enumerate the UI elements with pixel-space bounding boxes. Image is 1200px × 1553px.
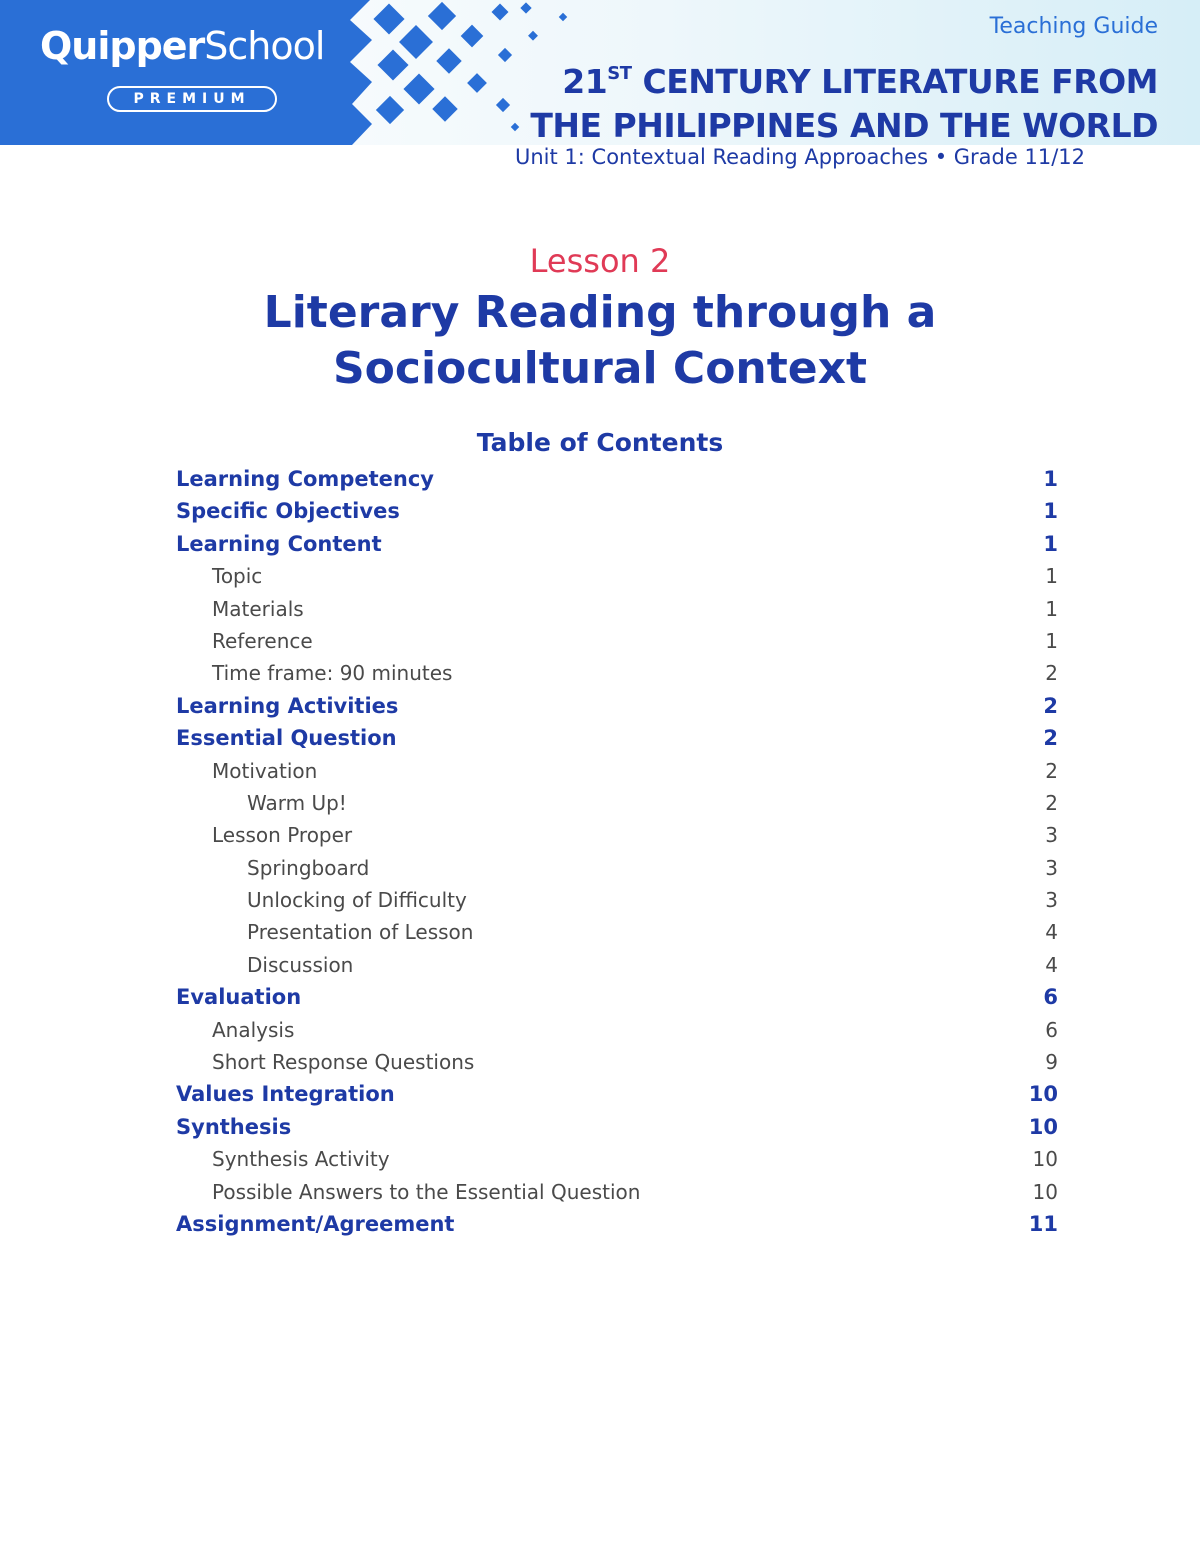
toc-entry-title: Discussion bbox=[247, 952, 354, 977]
toc-entry-title: Motivation bbox=[212, 758, 318, 783]
toc-entry-title: Synthesis bbox=[176, 1114, 292, 1139]
course-title bbox=[530, 52, 1158, 148]
quipper-school-logo bbox=[40, 24, 324, 68]
toc-entry-page: 3 bbox=[1045, 855, 1058, 880]
toc-entry[interactable] bbox=[176, 916, 1058, 948]
toc-entry-title: Essential Question bbox=[176, 726, 397, 751]
premium-badge: PREMIUM bbox=[107, 86, 277, 112]
toc-entry-page: 11 bbox=[1028, 1211, 1058, 1236]
toc-entry-title: Evaluation bbox=[176, 985, 302, 1010]
toc-entry[interactable] bbox=[176, 463, 1058, 495]
lesson-number: Lesson 2 bbox=[529, 242, 671, 280]
toc-entry-page: 10 bbox=[1028, 1114, 1058, 1139]
toc-entry[interactable] bbox=[176, 819, 1058, 851]
toc-entry[interactable] bbox=[176, 495, 1058, 527]
page-header bbox=[0, 0, 1200, 145]
toc-entry-page: 9 bbox=[1045, 1050, 1058, 1075]
toc-entry-title: Reference bbox=[212, 628, 313, 653]
toc-entry-page: 1 bbox=[1045, 596, 1058, 621]
toc-entry-title: Analysis bbox=[212, 1017, 295, 1042]
toc-entry[interactable] bbox=[176, 690, 1058, 722]
toc-entry[interactable] bbox=[176, 560, 1058, 592]
toc-entry-title: Topic bbox=[212, 564, 263, 589]
lesson-title-line1: Literary Reading through a bbox=[263, 287, 937, 338]
toc-entry-page: 3 bbox=[1045, 823, 1058, 848]
toc-entry[interactable] bbox=[176, 1208, 1058, 1240]
toc-entry-page: 2 bbox=[1045, 661, 1058, 686]
toc-entry-page: 10 bbox=[1032, 1179, 1058, 1204]
toc-entry-title: Learning Activities bbox=[176, 693, 399, 718]
toc-entry[interactable] bbox=[176, 1014, 1058, 1046]
toc-entry-title: Time frame: 90 minutes bbox=[212, 661, 453, 686]
teaching-guide-label: Teaching Guide bbox=[989, 14, 1158, 39]
toc-entry-title: Possible Answers to the Essential Question bbox=[212, 1179, 641, 1204]
toc-entry-page: 1 bbox=[1043, 499, 1058, 524]
toc-entry-page: 4 bbox=[1045, 920, 1058, 945]
logo-school-text: School bbox=[204, 24, 325, 68]
toc-entry-title: Presentation of Lesson bbox=[247, 920, 474, 945]
toc-entry[interactable] bbox=[176, 1111, 1058, 1143]
toc-entry[interactable] bbox=[176, 625, 1058, 657]
toc-entry-page: 2 bbox=[1045, 758, 1058, 783]
lesson-title bbox=[0, 285, 1200, 397]
toc-entry[interactable] bbox=[176, 884, 1058, 916]
toc-entry-page: 10 bbox=[1032, 1147, 1058, 1172]
toc-entry-title: Lesson Proper bbox=[212, 823, 353, 848]
toc-entry[interactable] bbox=[176, 1143, 1058, 1175]
course-title-line2: THE PHILIPPINES AND THE WORLD bbox=[530, 106, 1158, 145]
toc-entry-title: Short Response Questions bbox=[212, 1050, 475, 1075]
toc-entry-page: 2 bbox=[1043, 693, 1058, 718]
toc-entry-title: Materials bbox=[212, 596, 304, 621]
toc-entry-title: Unlocking of Difficulty bbox=[247, 888, 467, 913]
toc-entry[interactable] bbox=[176, 1078, 1058, 1110]
toc-entry[interactable] bbox=[176, 949, 1058, 981]
toc-entry-title: Specific Objectives bbox=[176, 499, 400, 524]
toc-entry[interactable] bbox=[176, 722, 1058, 754]
toc-entry[interactable] bbox=[176, 981, 1058, 1013]
toc-entry-title: Springboard bbox=[247, 855, 370, 880]
toc-entry-page: 2 bbox=[1043, 726, 1058, 751]
toc-entry-page: 1 bbox=[1043, 467, 1058, 491]
toc-entry-page: 6 bbox=[1043, 985, 1058, 1010]
toc-entry[interactable] bbox=[176, 657, 1058, 689]
toc-entry[interactable] bbox=[176, 852, 1058, 884]
toc-entry-page: 10 bbox=[1028, 1082, 1058, 1107]
toc-entry-page: 1 bbox=[1045, 564, 1058, 589]
toc-entry-title: Synthesis Activity bbox=[212, 1147, 390, 1172]
toc-entry[interactable] bbox=[176, 528, 1058, 560]
toc-entry-page: 1 bbox=[1043, 531, 1058, 556]
toc-entry-page: 2 bbox=[1045, 790, 1058, 815]
toc-entry-title: Learning Content bbox=[176, 531, 382, 556]
toc-entry-page: 1 bbox=[1045, 628, 1058, 653]
lesson-title-line2: Sociocultural Context bbox=[332, 343, 868, 394]
toc-entry-page: 3 bbox=[1045, 888, 1058, 913]
unit-grade-line: Unit 1: Contextual Reading Approaches • Grade 11/12 bbox=[515, 145, 1085, 169]
toc-heading: Table of Contents bbox=[476, 428, 724, 457]
toc-entry[interactable] bbox=[176, 755, 1058, 787]
toc-entry-title: Warm Up! bbox=[247, 790, 347, 815]
toc-entry[interactable] bbox=[176, 1046, 1058, 1078]
toc-entry-page: 6 bbox=[1045, 1017, 1058, 1042]
logo-quipper-text: Quipper bbox=[40, 24, 205, 68]
toc-entry-title: Values Integration bbox=[176, 1082, 395, 1107]
course-title-line1: 21ST CENTURY LITERATURE FROM bbox=[562, 62, 1158, 101]
toc-entry[interactable] bbox=[176, 1176, 1058, 1208]
toc-entry-page: 4 bbox=[1045, 952, 1058, 977]
toc-entry-title: Assignment/Agreement bbox=[176, 1211, 455, 1236]
toc-entry-title: Learning Competency bbox=[176, 467, 434, 491]
table-of-contents bbox=[176, 463, 1058, 1240]
toc-entry[interactable] bbox=[176, 593, 1058, 625]
toc-entry[interactable] bbox=[176, 787, 1058, 819]
